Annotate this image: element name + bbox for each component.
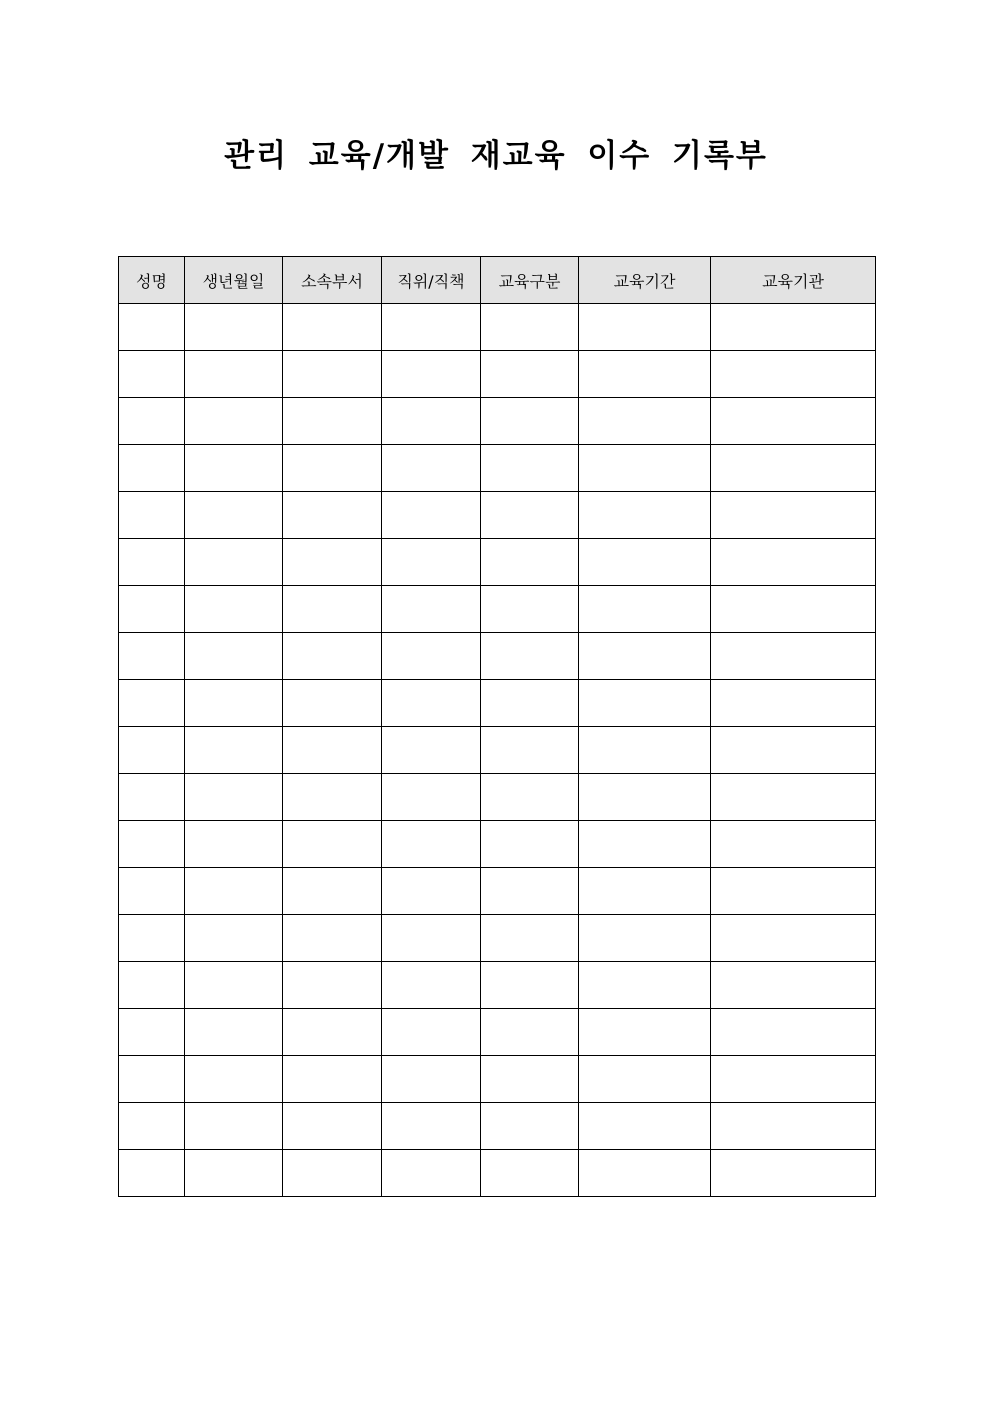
table-cell[interactable] — [119, 1009, 185, 1056]
table-cell[interactable] — [382, 962, 481, 1009]
table-cell[interactable] — [283, 586, 382, 633]
table-cell[interactable] — [579, 1150, 711, 1197]
table-row — [119, 304, 876, 351]
table-cell[interactable] — [711, 1056, 876, 1103]
table-row — [119, 821, 876, 868]
table-cell[interactable] — [481, 539, 579, 586]
table-row — [119, 492, 876, 539]
table-cell[interactable] — [283, 915, 382, 962]
table-cell[interactable] — [185, 1056, 283, 1103]
table-cell[interactable] — [579, 351, 711, 398]
table-cell[interactable] — [579, 304, 711, 351]
table-cell[interactable] — [711, 680, 876, 727]
table-cell[interactable] — [579, 633, 711, 680]
table-cell[interactable] — [711, 539, 876, 586]
table-cell[interactable] — [185, 727, 283, 774]
table-cell[interactable] — [119, 633, 185, 680]
table-cell[interactable] — [579, 915, 711, 962]
table-cell[interactable] — [283, 727, 382, 774]
table-cell[interactable] — [185, 633, 283, 680]
table-row — [119, 398, 876, 445]
table-cell[interactable] — [711, 586, 876, 633]
table-cell[interactable] — [382, 445, 481, 492]
table-cell[interactable] — [481, 868, 579, 915]
header-name: 성명 — [119, 257, 185, 304]
table-cell[interactable] — [711, 962, 876, 1009]
table-cell[interactable] — [382, 868, 481, 915]
table-cell[interactable] — [283, 351, 382, 398]
table-cell[interactable] — [382, 1150, 481, 1197]
table-cell[interactable] — [382, 492, 481, 539]
table-cell[interactable] — [185, 539, 283, 586]
table-cell[interactable] — [579, 868, 711, 915]
table-row — [119, 1056, 876, 1103]
table-cell[interactable] — [481, 492, 579, 539]
table-cell[interactable] — [119, 539, 185, 586]
table-cell[interactable] — [382, 727, 481, 774]
table-cell[interactable] — [382, 774, 481, 821]
table-cell[interactable] — [119, 868, 185, 915]
table-cell[interactable] — [185, 962, 283, 1009]
table-cell[interactable] — [711, 1103, 876, 1150]
table-cell[interactable] — [711, 492, 876, 539]
table-cell[interactable] — [185, 868, 283, 915]
table-cell[interactable] — [283, 1150, 382, 1197]
table-cell[interactable] — [481, 586, 579, 633]
table-row — [119, 351, 876, 398]
table-row — [119, 727, 876, 774]
table-cell[interactable] — [119, 1103, 185, 1150]
table-row — [119, 633, 876, 680]
table-cell[interactable] — [481, 962, 579, 1009]
table-cell[interactable] — [185, 680, 283, 727]
table-cell[interactable] — [382, 1103, 481, 1150]
table-cell[interactable] — [481, 1009, 579, 1056]
table-cell[interactable] — [711, 727, 876, 774]
table-cell[interactable] — [579, 539, 711, 586]
table-cell[interactable] — [283, 1103, 382, 1150]
table-cell[interactable] — [579, 680, 711, 727]
table-cell[interactable] — [185, 1150, 283, 1197]
table-cell[interactable] — [481, 821, 579, 868]
table-cell[interactable] — [579, 1103, 711, 1150]
table-cell[interactable] — [481, 445, 579, 492]
table-cell[interactable] — [119, 398, 185, 445]
table-cell[interactable] — [283, 1009, 382, 1056]
table-cell[interactable] — [283, 445, 382, 492]
table-cell[interactable] — [185, 492, 283, 539]
table-cell[interactable] — [481, 398, 579, 445]
table-cell[interactable] — [382, 586, 481, 633]
table-row — [119, 680, 876, 727]
table-cell[interactable] — [283, 1056, 382, 1103]
table-cell[interactable] — [382, 351, 481, 398]
table-cell[interactable] — [579, 1056, 711, 1103]
table-cell[interactable] — [185, 351, 283, 398]
table-cell[interactable] — [711, 1009, 876, 1056]
table-cell[interactable] — [579, 445, 711, 492]
table-cell[interactable] — [481, 774, 579, 821]
table-cell[interactable] — [481, 1103, 579, 1150]
table-cell[interactable] — [283, 680, 382, 727]
table-cell[interactable] — [119, 304, 185, 351]
table-cell[interactable] — [283, 633, 382, 680]
table-cell[interactable] — [711, 868, 876, 915]
table-body — [119, 304, 876, 1197]
table-cell[interactable] — [283, 304, 382, 351]
header-row — [119, 257, 876, 304]
table-cell[interactable] — [382, 539, 481, 586]
table-cell[interactable] — [382, 1009, 481, 1056]
table-cell[interactable] — [283, 962, 382, 1009]
table-cell[interactable] — [283, 398, 382, 445]
table-cell[interactable] — [185, 915, 283, 962]
table-row — [119, 1009, 876, 1056]
document-title: 관리 교육/개발 재교육 이수 기록부 — [224, 138, 768, 174]
table-cell[interactable] — [382, 633, 481, 680]
table-cell[interactable] — [711, 915, 876, 962]
table-cell[interactable] — [481, 727, 579, 774]
header-department: 소속부서 — [283, 257, 382, 304]
table-row — [119, 962, 876, 1009]
table-row — [119, 915, 876, 962]
table-cell[interactable] — [283, 821, 382, 868]
table-cell[interactable] — [711, 774, 876, 821]
table-cell[interactable] — [579, 727, 711, 774]
table-cell[interactable] — [579, 774, 711, 821]
table-cell[interactable] — [382, 304, 481, 351]
table-cell[interactable] — [119, 821, 185, 868]
table-cell[interactable] — [711, 398, 876, 445]
table-cell[interactable] — [283, 774, 382, 821]
table-cell[interactable] — [481, 1150, 579, 1197]
table-row — [119, 1150, 876, 1197]
table-cell[interactable] — [579, 962, 711, 1009]
table-cell[interactable] — [185, 1103, 283, 1150]
table-cell[interactable] — [711, 445, 876, 492]
table-row — [119, 868, 876, 915]
table-cell[interactable] — [711, 633, 876, 680]
header-training-type: 교육구분 — [481, 257, 579, 304]
table-cell[interactable] — [579, 586, 711, 633]
table-cell[interactable] — [283, 492, 382, 539]
table-cell[interactable] — [119, 1150, 185, 1197]
table-cell[interactable] — [382, 821, 481, 868]
table-cell[interactable] — [481, 351, 579, 398]
header-birthdate: 생년월일 — [185, 257, 283, 304]
table-row — [119, 445, 876, 492]
table-cell[interactable] — [711, 1150, 876, 1197]
table-cell[interactable] — [579, 398, 711, 445]
table-cell[interactable] — [119, 680, 185, 727]
table-cell[interactable] — [481, 304, 579, 351]
training-record-table — [118, 256, 876, 1197]
table-cell[interactable] — [579, 1009, 711, 1056]
table-cell[interactable] — [119, 492, 185, 539]
table-cell[interactable] — [481, 1056, 579, 1103]
table-row — [119, 586, 876, 633]
table-cell[interactable] — [481, 915, 579, 962]
table-cell[interactable] — [283, 868, 382, 915]
table-row — [119, 1103, 876, 1150]
header-training-period: 교육기간 — [579, 257, 711, 304]
table-cell[interactable] — [711, 351, 876, 398]
table-cell[interactable] — [185, 821, 283, 868]
table-cell[interactable] — [185, 1009, 283, 1056]
table-cell[interactable] — [481, 633, 579, 680]
table-cell[interactable] — [119, 915, 185, 962]
table-cell[interactable] — [119, 586, 185, 633]
table-cell[interactable] — [119, 774, 185, 821]
table-cell[interactable] — [185, 586, 283, 633]
table-cell[interactable] — [119, 962, 185, 1009]
table-row — [119, 539, 876, 586]
header-training-institution: 교육기관 — [711, 257, 876, 304]
table-cell[interactable] — [711, 821, 876, 868]
table-cell[interactable] — [185, 445, 283, 492]
table-cell[interactable] — [579, 492, 711, 539]
table-cell[interactable] — [382, 398, 481, 445]
table-cell[interactable] — [579, 821, 711, 868]
table-cell[interactable] — [185, 304, 283, 351]
table-cell[interactable] — [711, 304, 876, 351]
table-cell[interactable] — [382, 915, 481, 962]
table-cell[interactable] — [185, 398, 283, 445]
table-cell[interactable] — [119, 1056, 185, 1103]
table-cell[interactable] — [382, 680, 481, 727]
table-cell[interactable] — [382, 1056, 481, 1103]
table-row — [119, 774, 876, 821]
table-cell[interactable] — [119, 445, 185, 492]
table-cell[interactable] — [283, 539, 382, 586]
table-cell[interactable] — [481, 680, 579, 727]
table-cell[interactable] — [185, 774, 283, 821]
table-cell[interactable] — [119, 351, 185, 398]
header-position: 직위/직책 — [382, 257, 481, 304]
table-cell[interactable] — [119, 727, 185, 774]
